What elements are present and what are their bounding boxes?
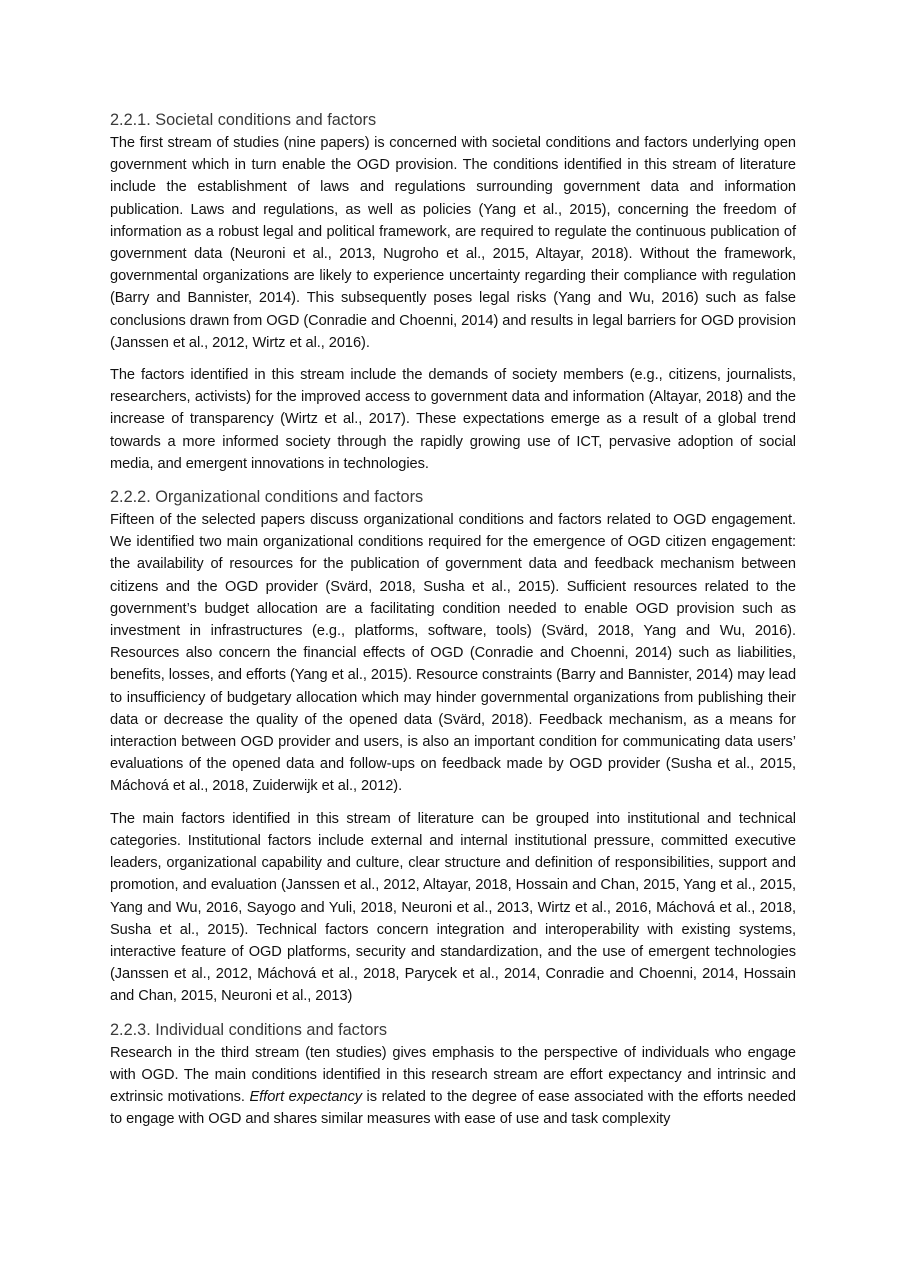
body-paragraph xyxy=(110,1042,796,1131)
section-heading: 2.2.2. Organizational conditions and factors xyxy=(110,488,424,507)
body-paragraph: Fifteen of the selected papers discuss organizational conditions and factors related to OGD engagement. We identified two main organizational conditions required for the emergence of OGD citizen engagement: the availability of resources for the publication of government data and feedback mechanism between citizens and the OGD provider (Svärd, 2018, Susha et al., 2015). Sufficient resources related to the government’s budget allocation are a facilitating condition needed to enable OGD provision such as investment in infrastructures (e.g., platforms, software, tools) (Svärd, 2018, Yang and Wu, 2016). Resources also concern the financial effects of OGD (Conradie and Choenni, 2014) such as liabilities, benefits, losses, and efforts (Yang et al., 2015). Resource constraints (Barry and Bannister, 2014) may lead to insufficiency of budgetary allocation which may hinder governmental organizations from publishing their data or decrease the quality of the opened data (Svärd, 2018). Feedback mechanism, as a means for interaction between OGD provider and users, is also an important condition for communicating data users’ evaluations of the opened data and follow-ups on feedback made by OGD provider (Susha et al., 2015, Máchová et al., 2018, Zuiderwijk et al., 2012). xyxy=(110,512,797,795)
document-page xyxy=(110,108,796,1140)
section-heading: 2.2.1. Societal conditions and factors xyxy=(110,111,377,129)
section-societal xyxy=(110,108,796,475)
section-organizational xyxy=(110,485,796,1007)
italic-term: Effort expectancy xyxy=(249,1088,362,1105)
paragraph-text: Research in the third stream (ten studies) gives emphasis to the perspective of individuals who engage with OGD. The main conditions identified in this research stream are effort expectancy and intrinsic and extrinsic motivations. xyxy=(110,1044,796,1105)
body-paragraph: The factors identified in this stream include the demands of society members (e.g., citizens, journalists, researchers, activists) for the improved access to government data and information (Altayar, 2018) and the increase of transparency (Wirtz et al., 2017). These expectations emerge as a result of a global trend towards a more informed society through the rapidly growing use of ICT, pervasive adoption of social media, and emergent innovations in technologies. xyxy=(110,367,796,472)
body-paragraph: The main factors identified in this stream of literature can be grouped into institutional and technical categories. Institutional factors include external and internal institutional pressure, committed executive leaders, organizational capability and culture, clear structure and definition of responsibilities, support and promotion, and evaluation (Janssen et al., 2012, Altayar, 2018, Hossain and Chan, 2015, Yang et al., 2015, Yang and Wu, 2016, Sayogo and Yuli, 2018, Neuroni et al., 2013, Wirtz et al., 2016, Máchová et al., 2018, Susha et al., 2015). Technical factors concern integration and interoperability with existing systems, interactive feature of OGD platforms, security and standardization, and the use of emergent technologies (Janssen et al., 2012, Máchová et al., 2018, Parycek et al., 2014, Conradie and Choenni, 2014, Hossain and Chan, 2015, Neuroni et al., 2013) xyxy=(110,810,796,1005)
paragraph-text: is related to the degree of ease associated with the efforts needed to engage with OGD and shares similar measures with ease of use and task complexity xyxy=(110,1088,796,1128)
section-heading: 2.2.3. Individual conditions and factors xyxy=(110,1020,387,1039)
body-paragraph: The first stream of studies (nine papers) is concerned with societal conditions and factors underlying open government which in turn enable the OGD provision. The conditions identified in this stream of literature include the establishment of laws and regulations surrounding government data and information publication. Laws and regulations, as well as policies (Yang et al., 2015), concerning the freedom of information as a robust legal and political framework, are required to regulate the continuous publication of government data (Neuroni et al., 2013, Nugroho et al., 2015, Altayar, 2018). Without the framework, governmental organizations are likely to experience uncertainty regarding their compliance with regulation (Barry and Bannister, 2014). This subsequently poses legal risks (Yang and Wu, 2016) such as false conclusions drawn from OGD (Conradie and Choenni, 2014) and results in legal barriers for OGD provision (Janssen et al., 2012, Wirtz et al., 2016). xyxy=(110,135,796,351)
section-individual xyxy=(110,1018,796,1131)
